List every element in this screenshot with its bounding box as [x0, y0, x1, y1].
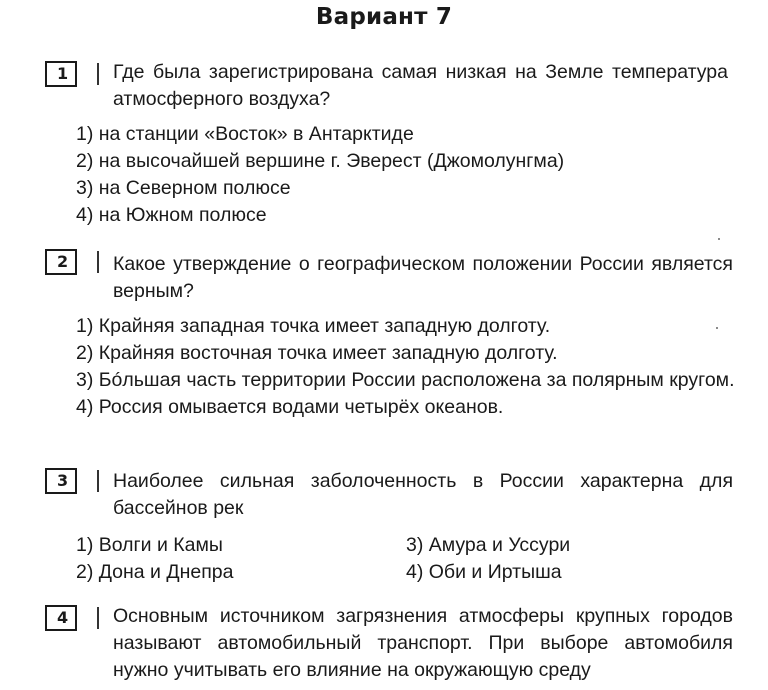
question-3-text: Наиболее сильная заболоченность в России характерна для бассейнов рек: [113, 470, 733, 519]
question-4-text: Основным источником загрязнения атмосферы крупных городов называют автомобильный транспорт. При выборе автомобиля нужно учитывать его влияние на окружающую среду: [113, 605, 733, 681]
question-2-number: 2: [45, 249, 77, 275]
question-2-divider: [97, 251, 99, 273]
question-4-number: 4: [45, 605, 77, 631]
question-1-option-4: 4) на Южном полюсе: [76, 204, 267, 226]
question-1-option-3: 3) на Северном полюсе: [76, 177, 291, 199]
question-2-option-3: 3) Бóльшая часть территории России расположена за полярным кругом.: [76, 369, 735, 391]
question-1-number: 1: [45, 61, 77, 87]
question-2-option-1: 1) Крайняя западная точка имеет западную долготу.: [76, 315, 551, 337]
question-3-option-4: 4) Оби и Иртыша: [406, 561, 562, 583]
question-3-divider: [97, 470, 99, 492]
question-3-option-3: 3) Амура и Уссури: [406, 534, 571, 556]
scan-speck: [718, 238, 720, 240]
question-2-option-4: 4) Россия омывается водами четырёх океанов.: [76, 396, 504, 418]
question-1-divider: [97, 63, 99, 85]
question-1-text: Где была зарегистрирована самая низкая на Земле температура атмосферного воздуха?: [113, 61, 728, 110]
question-4-divider: [97, 607, 99, 629]
scan-speck: [716, 327, 718, 329]
question-2-options: [76, 313, 756, 421]
question-1-option-2: 2) на высочайшей вершине г. Эверест (Джомолунгма): [76, 150, 565, 172]
question-1-option-1: 1) на станции «Восток» в Антарктиде: [76, 123, 414, 145]
variant-title: Вариант 7: [315, 4, 453, 30]
question-2-option-2: 2) Крайняя восточная точка имеет западную долготу.: [76, 342, 558, 364]
question-3-option-1: 1) Волги и Камы: [76, 534, 223, 556]
question-1-options: [76, 121, 756, 229]
question-3-number: 3: [45, 468, 77, 494]
question-2-text: Какое утверждение о географическом положении России является верным?: [113, 253, 733, 302]
question-3-option-2: 2) Дона и Днепра: [76, 561, 234, 583]
